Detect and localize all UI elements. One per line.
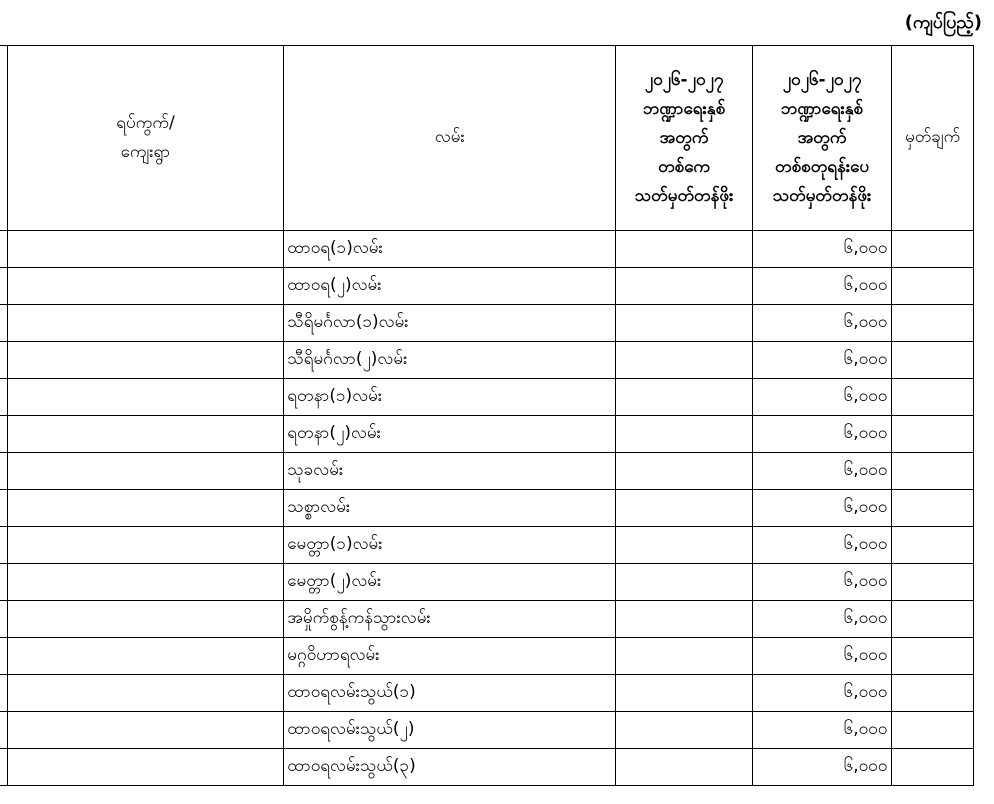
- cell-road: သုခလမ်း: [284, 453, 616, 490]
- cell-remarks: [892, 675, 974, 712]
- cell-road: အမှိုက်စွန့်ကန်သွားလမ်း: [284, 601, 616, 638]
- table-row: [0, 416, 974, 453]
- cell-value-per-unit: [616, 342, 753, 379]
- table-row: [0, 305, 974, 342]
- cell-remarks: [892, 712, 974, 749]
- cell-value-per-unit: [616, 453, 753, 490]
- cell-village: [7, 342, 284, 379]
- table-row: [0, 638, 974, 675]
- cell-value-per-sqft: ၆,၀၀၀: [752, 305, 891, 342]
- cell-value-per-unit: [616, 712, 753, 749]
- cell-remarks: [892, 453, 974, 490]
- cell-value-per-sqft: ၆,၀၀၀: [752, 453, 891, 490]
- cell-remarks: [892, 490, 974, 527]
- cell-village: [7, 268, 284, 305]
- cell-cut: [0, 601, 7, 638]
- cell-value-per-sqft: ၆,၀၀၀: [752, 342, 891, 379]
- cell-value-per-unit: [616, 231, 753, 268]
- cell-value-per-unit: [616, 268, 753, 305]
- table-row: [0, 564, 974, 601]
- cell-value-per-unit: [616, 527, 753, 564]
- cell-village: [7, 749, 284, 786]
- cell-remarks: [892, 231, 974, 268]
- cell-village: [7, 527, 284, 564]
- cell-value-per-unit: [616, 490, 753, 527]
- header-village: ရပ်ကွက်/ ကျေးရွာ: [7, 46, 284, 231]
- cell-cut: [0, 268, 7, 305]
- cell-cut: [0, 675, 7, 712]
- cell-road: မေတ္တာ(၂)လမ်း: [284, 564, 616, 601]
- cell-cut: [0, 564, 7, 601]
- cell-remarks: [892, 305, 974, 342]
- cell-cut: [0, 638, 7, 675]
- cell-cut: [0, 231, 7, 268]
- cell-cut: [0, 379, 7, 416]
- cell-remarks: [892, 749, 974, 786]
- cell-road: မေတ္တာ(၁)လမ်း: [284, 527, 616, 564]
- cell-road: သီရိမင်္ဂလာ(၂)လမ်း: [284, 342, 616, 379]
- table-row: [0, 268, 974, 305]
- cell-remarks: [892, 527, 974, 564]
- table-row: [0, 749, 974, 786]
- currency-unit-note: (ကျပ်ပြည့်): [904, 12, 982, 33]
- cell-value-per-unit: [616, 749, 753, 786]
- cell-road: သစ္စာလမ်း: [284, 490, 616, 527]
- table-row: [0, 490, 974, 527]
- cell-remarks: [892, 268, 974, 305]
- cell-value-per-sqft: ၆,၀၀၀: [752, 527, 891, 564]
- cell-remarks: [892, 638, 974, 675]
- cell-value-per-unit: [616, 305, 753, 342]
- cell-road: ရတနာ(၁)လမ်း: [284, 379, 616, 416]
- table-row: [0, 231, 974, 268]
- cell-road: သီရိမင်္ဂလာ(၁)လမ်း: [284, 305, 616, 342]
- cell-value-per-unit: [616, 675, 753, 712]
- cell-remarks: [892, 564, 974, 601]
- table-body: [0, 231, 974, 786]
- cell-road: ရတနာ(၂)လမ်း: [284, 416, 616, 453]
- table-row: [0, 342, 974, 379]
- header-cut-column: [0, 46, 7, 231]
- cell-value-per-sqft: ၆,၀၀၀: [752, 675, 891, 712]
- table-row: [0, 453, 974, 490]
- road-value-table: [0, 45, 974, 786]
- cell-cut: [0, 749, 7, 786]
- cell-value-per-unit: [616, 379, 753, 416]
- cell-value-per-unit: [616, 638, 753, 675]
- cell-road: ထာဝရ(၂)လမ်း: [284, 268, 616, 305]
- cell-value-per-sqft: ၆,၀၀၀: [752, 379, 891, 416]
- cell-road: မဂ္ဂဝိဟာရလမ်း: [284, 638, 616, 675]
- header-value-per-sqft: ၂၀၂၆-၂၀၂၇ ဘဏ္ဍာရေးနှစ် အတွက် တစ်စတုရန်းပေ သတ်မှတ်တန်ဖိုး: [752, 46, 891, 231]
- cell-village: [7, 564, 284, 601]
- cell-village: [7, 712, 284, 749]
- cell-village: [7, 305, 284, 342]
- cell-road: ထာဝရ(၁)လမ်း: [284, 231, 616, 268]
- cell-cut: [0, 490, 7, 527]
- table-row: [0, 712, 974, 749]
- cell-cut: [0, 712, 7, 749]
- cell-cut: [0, 342, 7, 379]
- cell-remarks: [892, 379, 974, 416]
- header-remarks: မှတ်ချက်: [892, 46, 974, 231]
- table-row: [0, 675, 974, 712]
- cell-value-per-sqft: ၆,၀၀၀: [752, 416, 891, 453]
- table-header-row: [0, 46, 974, 231]
- cell-value-per-sqft: ၆,၀၀၀: [752, 601, 891, 638]
- cell-value-per-sqft: ၆,၀၀၀: [752, 638, 891, 675]
- cell-cut: [0, 416, 7, 453]
- cell-village: [7, 379, 284, 416]
- cell-village: [7, 601, 284, 638]
- cell-value-per-sqft: ၆,၀၀၀: [752, 231, 891, 268]
- cell-remarks: [892, 416, 974, 453]
- cell-remarks: [892, 342, 974, 379]
- cell-cut: [0, 527, 7, 564]
- cell-village: [7, 675, 284, 712]
- cell-road: ထာဝရလမ်းသွယ်(၂): [284, 712, 616, 749]
- header-value-per-unit: ၂၀၂၆-၂၀၂၇ ဘဏ္ဍာရေးနှစ် အတွက် တစ်ကေ သတ်မှတ်တန်ဖိုး: [616, 46, 753, 231]
- cell-value-per-sqft: ၆,၀၀၀: [752, 490, 891, 527]
- cell-village: [7, 490, 284, 527]
- table-row: [0, 601, 974, 638]
- cell-value-per-unit: [616, 601, 753, 638]
- cell-village: [7, 231, 284, 268]
- cell-cut: [0, 305, 7, 342]
- cell-remarks: [892, 601, 974, 638]
- cell-value-per-sqft: ၆,၀၀၀: [752, 268, 891, 305]
- cell-road: ထာဝရလမ်းသွယ်(၃): [284, 749, 616, 786]
- header-road: လမ်း: [284, 46, 616, 231]
- cell-value-per-unit: [616, 416, 753, 453]
- table-row: [0, 527, 974, 564]
- cell-road: ထာဝရလမ်းသွယ်(၁): [284, 675, 616, 712]
- cell-value-per-unit: [616, 564, 753, 601]
- table-row: [0, 379, 974, 416]
- cell-village: [7, 453, 284, 490]
- cell-value-per-sqft: ၆,၀၀၀: [752, 749, 891, 786]
- cell-village: [7, 638, 284, 675]
- cell-village: [7, 416, 284, 453]
- cell-value-per-sqft: ၆,၀၀၀: [752, 712, 891, 749]
- cell-value-per-sqft: ၆,၀၀၀: [752, 564, 891, 601]
- cell-cut: [0, 453, 7, 490]
